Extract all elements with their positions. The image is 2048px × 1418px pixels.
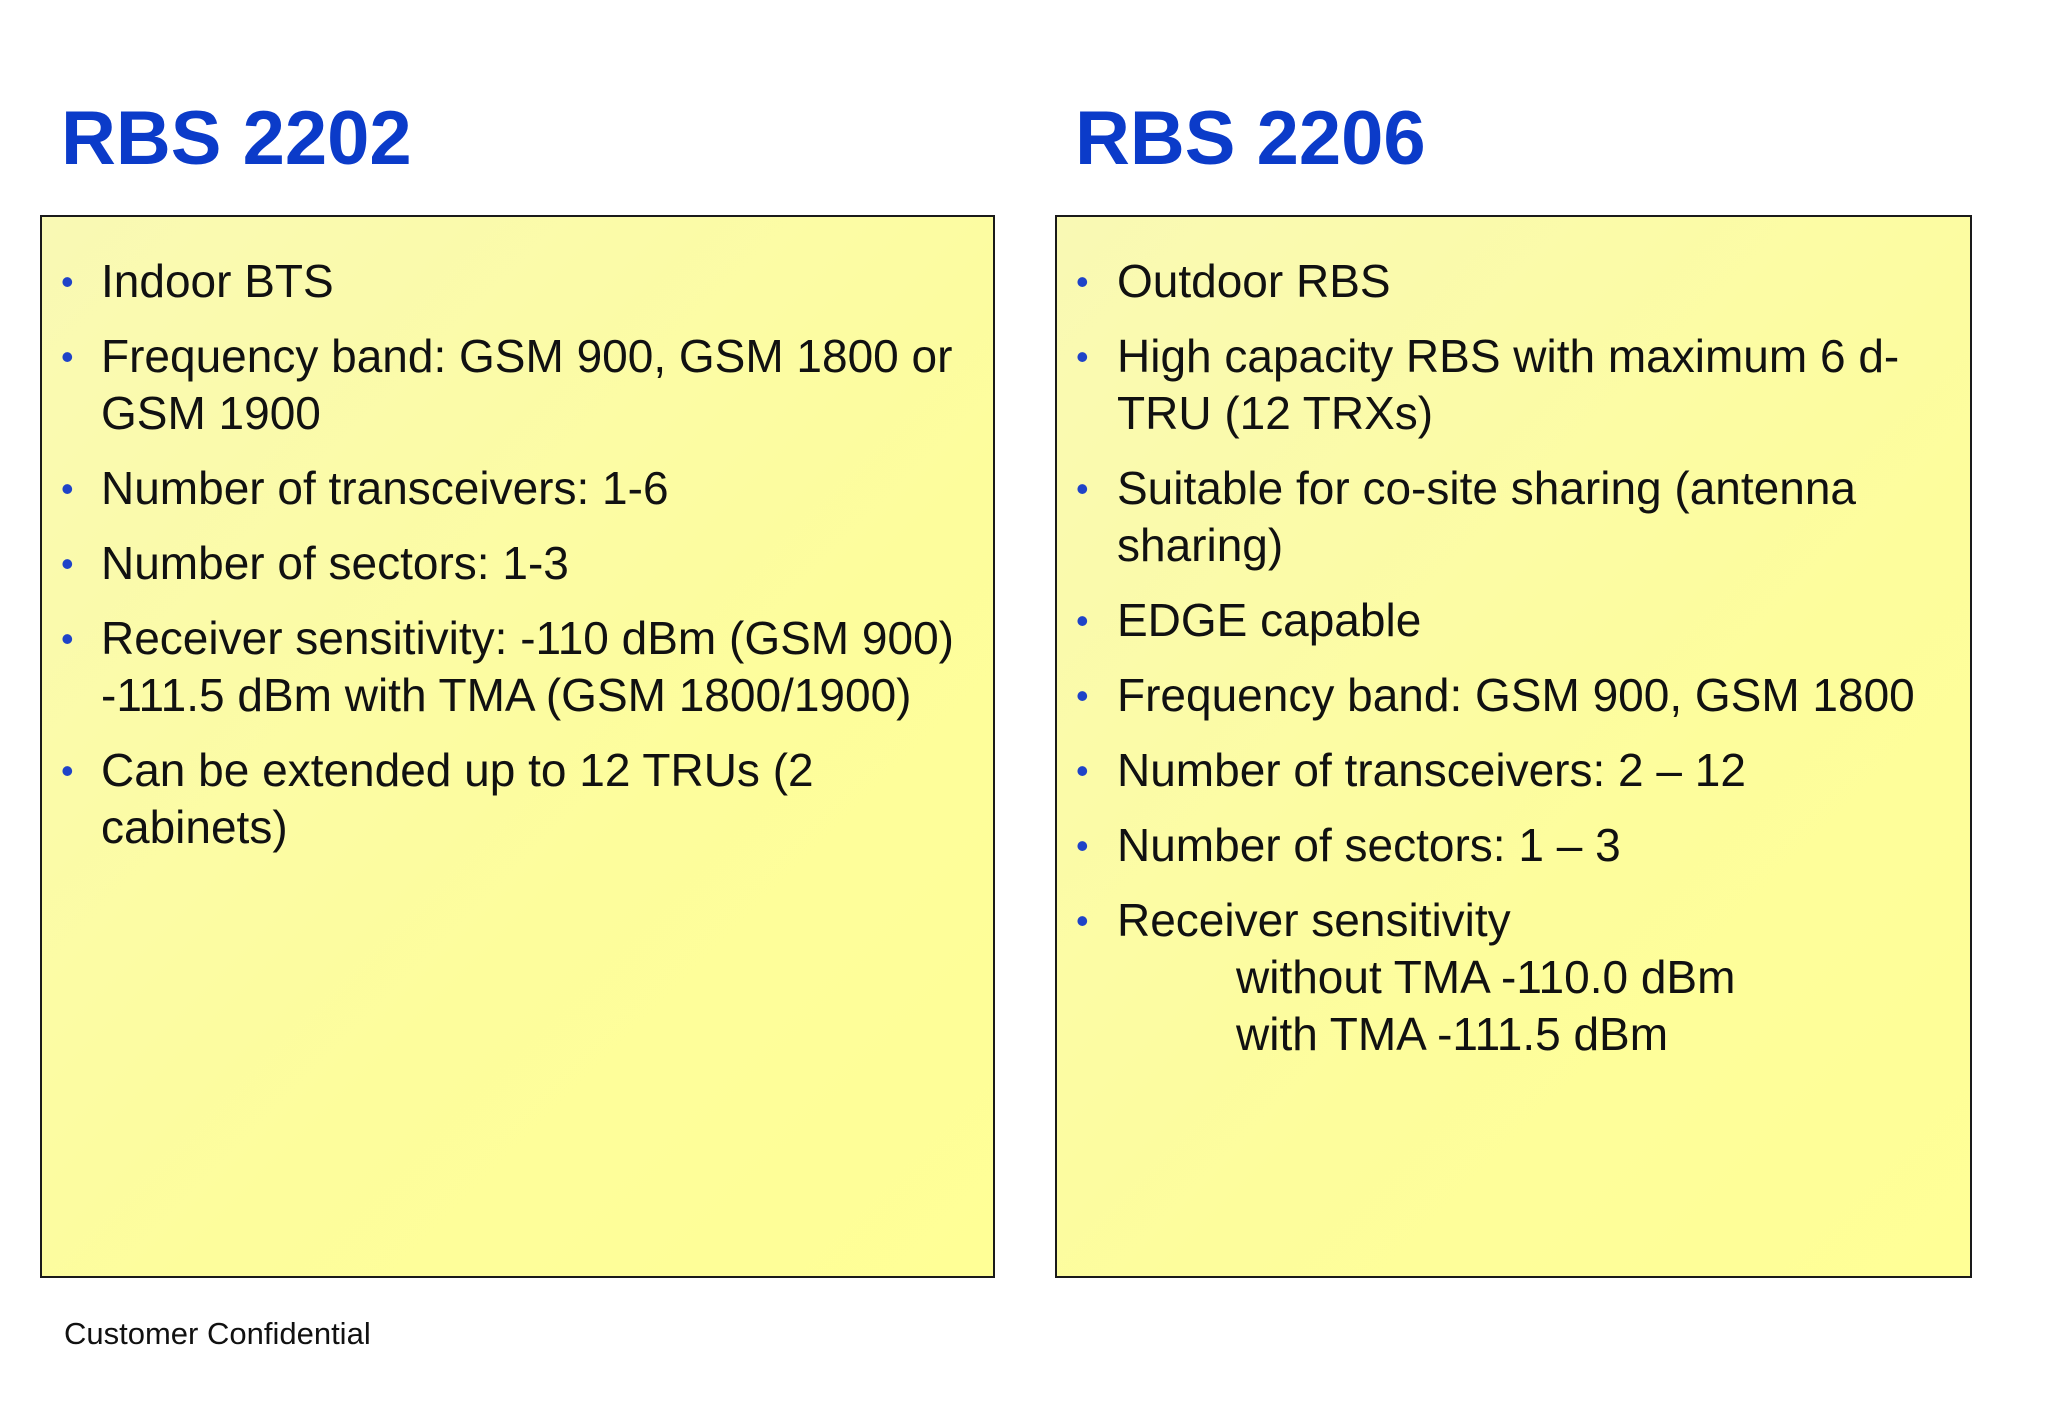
- bullet-text: Can be extended up to 12 TRUs (2 cabinets): [101, 744, 814, 853]
- bullet-item: [42, 742, 993, 856]
- title-rbs-2206: RBS 2206: [1075, 96, 1426, 181]
- bullet-text: Frequency band: GSM 900, GSM 1800: [1117, 669, 1915, 721]
- bullet-text: Frequency band: GSM 900, GSM 1800 or GSM 1900: [101, 330, 953, 439]
- bullet-icon: •: [61, 468, 74, 509]
- bullet-icon: •: [1076, 900, 1089, 941]
- bullet-text: Receiver sensitivity: [1117, 894, 1511, 946]
- bullet-item: [42, 535, 993, 592]
- bullet-icon: •: [1076, 468, 1089, 509]
- bullet-text: Receiver sensitivity: -110 dBm (GSM 900) -111.5 dBm with TMA (GSM 1800/1900): [101, 612, 954, 721]
- bullet-icon: •: [61, 336, 74, 377]
- bullet-icon: •: [61, 750, 74, 791]
- bullet-text: Number of transceivers: 1-6: [101, 462, 669, 514]
- bullet-text: High capacity RBS with maximum 6 d- TRU (12 TRXs): [1117, 330, 1900, 439]
- bullet-icon: •: [1076, 750, 1089, 791]
- sensitivity-without-tma: without TMA -110.0 dBm: [1236, 951, 1736, 1003]
- bullet-item: [1057, 817, 1970, 874]
- bullet-list-rbs-2206: [1057, 253, 1970, 1063]
- panel-rbs-2206: [1055, 215, 1972, 1278]
- bullet-text: Number of transceivers: 2 – 12: [1117, 744, 1746, 796]
- bullet-item: [1057, 667, 1970, 724]
- footer-confidential: Customer Confidential: [64, 1316, 371, 1351]
- bullet-item: [42, 253, 993, 310]
- bullet-list-rbs-2202: [42, 253, 993, 856]
- bullet-icon: •: [61, 618, 74, 659]
- bullet-icon: •: [1076, 336, 1089, 377]
- bullet-icon: •: [1076, 675, 1089, 716]
- bullet-icon: •: [61, 261, 74, 302]
- bullet-item: [1057, 328, 1970, 442]
- bullet-item: [1057, 460, 1970, 574]
- bullet-text: EDGE capable: [1117, 594, 1422, 646]
- sensitivity-with-tma: with TMA -111.5 dBm: [1236, 1008, 1669, 1060]
- bullet-text: Outdoor RBS: [1117, 255, 1391, 307]
- bullet-text: Suitable for co-site sharing (antenna sharing): [1117, 462, 1856, 571]
- bullet-item: [42, 610, 993, 724]
- bullet-item: [1057, 742, 1970, 799]
- bullet-icon: •: [1076, 600, 1089, 641]
- bullet-item: [1057, 592, 1970, 649]
- bullet-item: [42, 460, 993, 517]
- title-rbs-2202: RBS 2202: [61, 96, 412, 181]
- bullet-item: [1057, 253, 1970, 310]
- panel-rbs-2202: [40, 215, 995, 1278]
- bullet-text: Number of sectors: 1 – 3: [1117, 819, 1621, 871]
- bullet-icon: •: [1076, 825, 1089, 866]
- bullet-text: Number of sectors: 1-3: [101, 537, 569, 589]
- bullet-icon: •: [61, 543, 74, 584]
- bullet-item: [42, 328, 993, 442]
- bullet-text: Indoor BTS: [101, 255, 334, 307]
- bullet-item-receiver-sensitivity: [1057, 892, 1970, 1063]
- bullet-icon: •: [1076, 261, 1089, 302]
